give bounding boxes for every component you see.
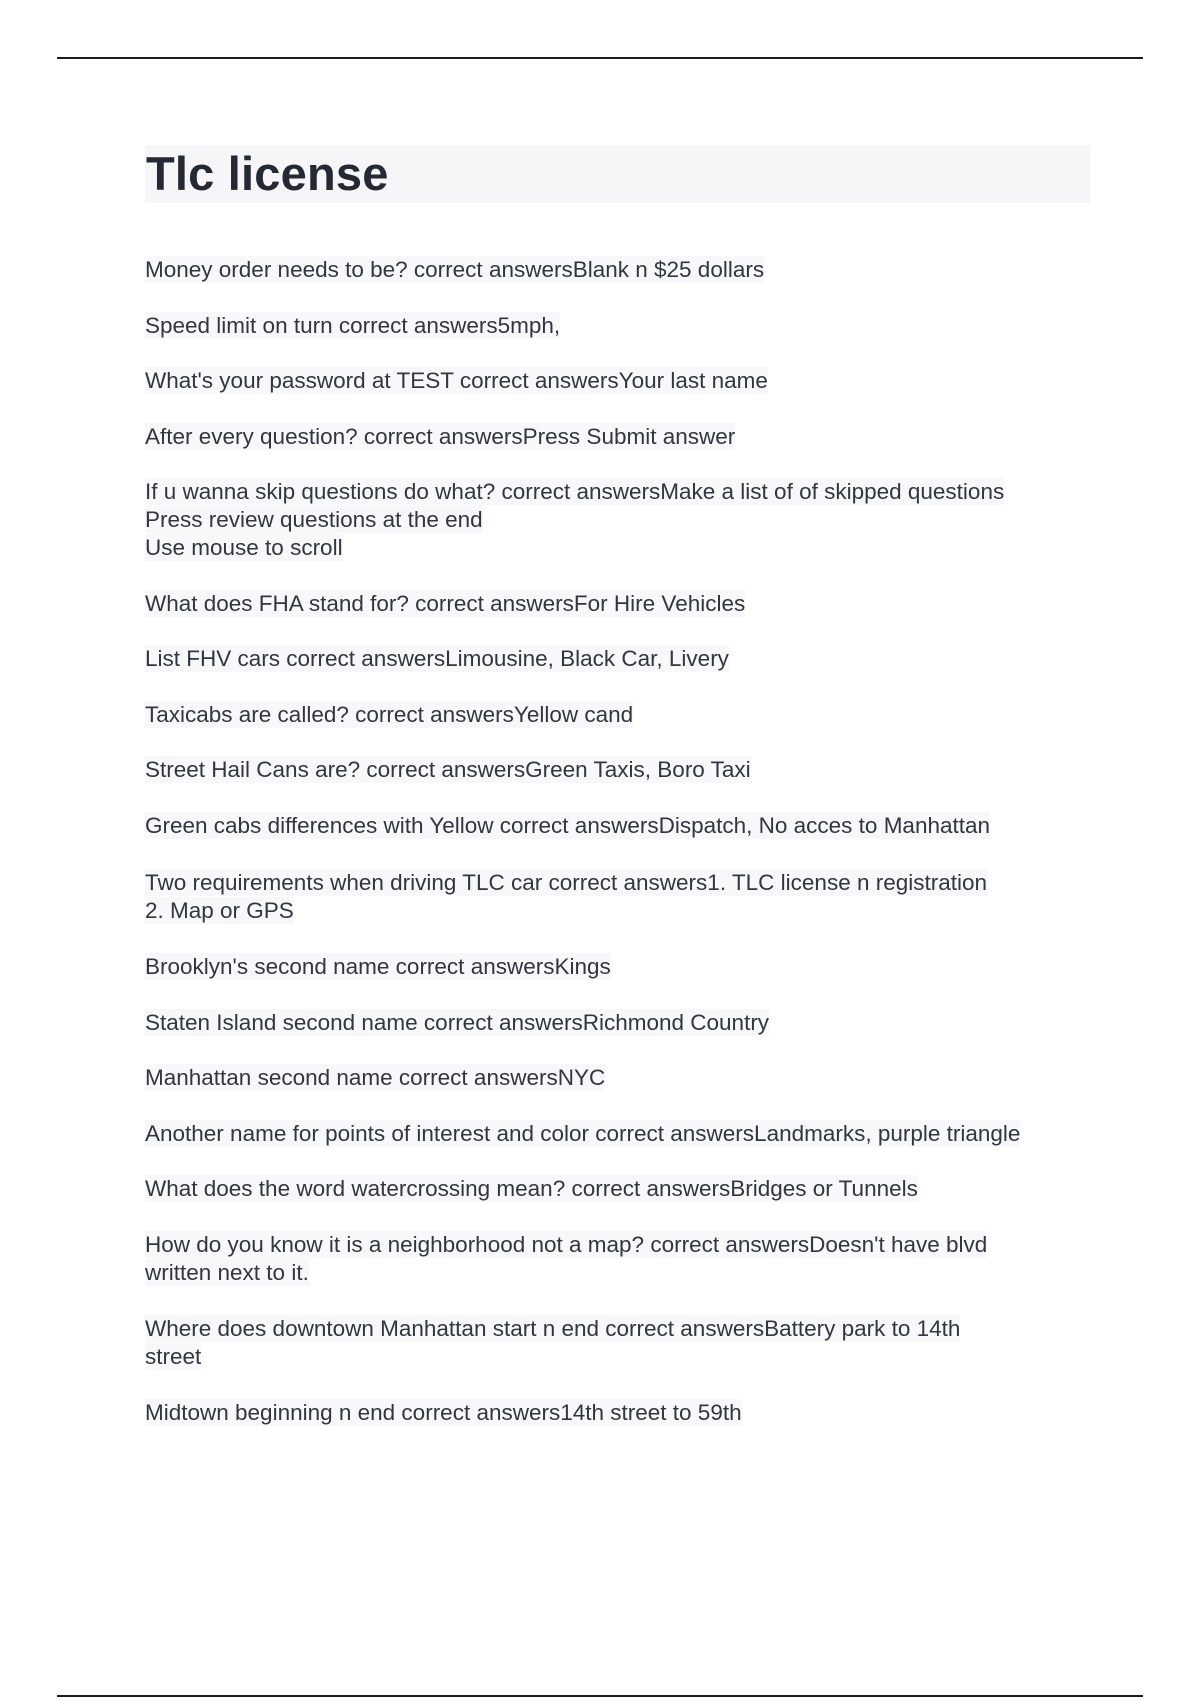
qa-item-3: What's your password at TEST correct answersYour last name: [145, 368, 768, 393]
qa-item-15: Another name for points of interest and color correct answersLandmarks, purple triangle: [145, 1121, 1021, 1146]
bottom-rule: [57, 1695, 1143, 1697]
qa-item-7: List FHV cars correct answersLimousine, Black Car, Livery: [145, 646, 729, 671]
qa-item-2: Speed limit on turn correct answers5mph,: [145, 313, 561, 338]
qa-item-14: Manhattan second name correct answersNYC: [145, 1065, 606, 1090]
qa-item-5: If u wanna skip questions do what? correct answersMake a list of of skipped questions Press review questions at the end Use mouse to scroll: [145, 479, 1005, 560]
qa-item-8: Taxicabs are called? correct answersYellow cand: [145, 702, 634, 727]
qa-item-18: Where does downtown Manhattan start n end correct answersBattery park to 14th street: [145, 1316, 961, 1369]
qa-item-1: Money order needs to be? correct answersBlank n $25 dollars: [145, 257, 765, 282]
qa-item-6: What does FHA stand for? correct answersFor Hire Vehicles: [145, 591, 746, 616]
qa-item-11: Two requirements when driving TLC car correct answers1. TLC license n registration 2. Map or GPS: [145, 870, 988, 923]
qa-item-10: Green cabs differences with Yellow correct answersDispatch, No acces to Manhattan: [145, 813, 991, 838]
qa-item-19: Midtown beginning n end correct answers14th street to 59th: [145, 1400, 742, 1425]
qa-item-4: After every question? correct answersPress Submit answer: [145, 424, 736, 449]
qa-item-17: How do you know it is a neighborhood not a map? correct answersDoesn't have blvd written next to it.: [145, 1232, 988, 1285]
qa-item-13: Staten Island second name correct answersRichmond Country: [145, 1010, 770, 1035]
top-rule: [57, 57, 1143, 59]
qa-item-16: What does the word watercrossing mean? correct answersBridges or Tunnels: [145, 1176, 918, 1201]
qa-item-12: Brooklyn's second name correct answersKings: [145, 954, 611, 979]
qa-item-9: Street Hail Cans are? correct answersGreen Taxis, Boro Taxi: [145, 757, 751, 782]
page-title: Tlc license: [146, 147, 389, 200]
